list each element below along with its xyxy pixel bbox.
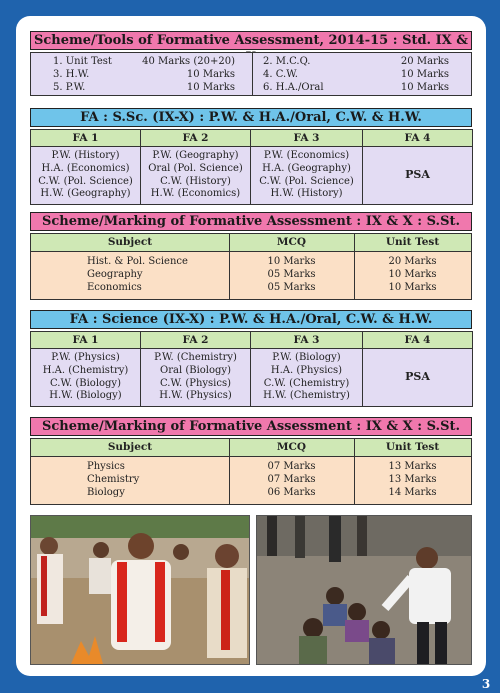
fa-science-table [30, 331, 473, 407]
unit-cell: 13 Marks [388, 474, 437, 485]
page-number: 3 [481, 677, 491, 691]
fa-line: H.W. (Biology) [49, 390, 122, 402]
subject-cell: Physics [87, 461, 125, 472]
scheme-tools-box [30, 52, 472, 96]
marking-science-table [30, 438, 472, 505]
unit-cell: 20 Marks [388, 256, 437, 267]
fa-line: C.W. (History) [160, 175, 231, 187]
fa-line: C.W. (Physics) [159, 377, 232, 389]
tool-marks: 10 Marks [400, 82, 449, 93]
fa-line: H.A. (Geography) [262, 162, 351, 174]
subject-cell: Chemistry [87, 474, 140, 485]
mcq-cell: 10 Marks [267, 256, 316, 267]
fa-cell [251, 349, 363, 407]
fa-line: H.W. (History) [270, 188, 343, 200]
mcq-cell: 07 Marks [267, 474, 316, 485]
fa-line: Oral (Biology) [160, 364, 231, 376]
fa4-psa: PSA [363, 147, 473, 205]
meal-scene [257, 516, 471, 664]
marking-sst-title: Scheme/Marking of Formative Assessment : IX & X : S.St. [30, 212, 472, 231]
marking-sst-table [30, 233, 472, 300]
mcq-cell: 07 Marks [267, 461, 316, 472]
header-mcq: MCQ [276, 441, 307, 453]
fa-line: P.W. (Economics) [263, 150, 350, 162]
photo-ceremony [30, 515, 250, 665]
subject-cell: Economics [87, 282, 142, 293]
fa4-psa: PSA [363, 349, 473, 407]
content-panel [16, 16, 486, 676]
photo-meal [256, 515, 472, 665]
subject-cell: Geography [87, 269, 143, 280]
tool-marks: 10 Marks [186, 82, 235, 93]
fa-line: C.W. (Chemistry) [263, 377, 350, 389]
tool-marks: 10 Marks [400, 69, 449, 80]
scheme-tools-divider [252, 53, 253, 95]
tool-marks: 10 Marks [186, 69, 235, 80]
fa-line: H.W. (Geography) [40, 188, 131, 200]
fa-ssc-table [30, 129, 473, 205]
subject-cell: Hist. & Pol. Science [87, 256, 188, 267]
tool-item: 2. M.C.Q. [263, 56, 311, 67]
tool-item: 3. H.W. [53, 69, 90, 80]
tool-marks: 40 Marks (20+20) [142, 56, 235, 67]
tool-item: 4. C.W. [263, 69, 298, 80]
tool-item: 1. Unit Test [53, 56, 112, 67]
unit-cell: 10 Marks [388, 282, 437, 293]
mcq-cell: 06 Marks [267, 487, 316, 498]
fa-line: H.A. (Physics) [270, 364, 343, 376]
fa-line: P.W. (Geography) [152, 150, 239, 162]
scheme-tools-title: Scheme/Tools of Formative Assessment, 2014-15 : Std. IX & [30, 31, 472, 50]
fa-header: FA 3 [251, 332, 363, 349]
fa-cell [141, 349, 251, 407]
fa-header: FA 1 [31, 130, 141, 147]
fa-line: P.W. (History) [51, 150, 120, 162]
fa-line: C.W. (Pol. Science) [38, 175, 133, 187]
fa-line: Oral (Pol. Science) [148, 162, 243, 174]
fa-line: P.W. (Physics) [51, 352, 120, 364]
fa-science-title: FA : Science (IX-X) : P.W. & H.A./Oral, C.W. & H.W. [30, 310, 472, 329]
fa-ssc-title: FA : S.Sc. (IX-X) : P.W. & H.A./Oral, C.W. & H.W. [30, 108, 472, 127]
fa-line: H.A. (Economics) [41, 162, 130, 174]
tool-marks: 20 Marks [400, 56, 449, 67]
ceremony-scene [31, 516, 249, 664]
fa-header: FA 2 [141, 332, 251, 349]
fa-line: H.A. (Chemistry) [42, 364, 129, 376]
mcq-cell: 05 Marks [267, 269, 316, 280]
unit-cell: 14 Marks [388, 487, 437, 498]
unit-cell: 10 Marks [388, 269, 437, 280]
fa-line: C.W. (Pol. Science) [259, 175, 354, 187]
fa-header: FA 3 [251, 130, 363, 147]
fa-line: H.W. (Physics) [159, 390, 232, 402]
header-mcq: MCQ [276, 236, 307, 248]
fa-line: C.W. (Biology) [49, 377, 121, 389]
header-subject: Subject [107, 236, 153, 248]
fa-line: P.W. (Biology) [272, 352, 341, 364]
fa-cell [141, 147, 251, 205]
mcq-cell: 05 Marks [267, 282, 316, 293]
header-unit-test: Unit Test [385, 236, 440, 248]
fa-header: FA 4 [363, 332, 473, 349]
unit-cell: 13 Marks [388, 461, 437, 472]
fa-line: P.W. (Chemistry) [154, 352, 237, 364]
fa-header: FA 2 [141, 130, 251, 147]
header-unit-test: Unit Test [385, 441, 440, 453]
fa-cell [31, 147, 141, 205]
fa-line: H.W. (Chemistry) [263, 390, 350, 402]
subject-cell: Biology [87, 487, 125, 498]
tool-item: 6. H.A./Oral [263, 82, 324, 93]
fa-header: FA 4 [363, 130, 473, 147]
tool-item: 5. P.W. [53, 82, 86, 93]
fa-cell [31, 349, 141, 407]
header-subject: Subject [107, 441, 153, 453]
marking-science-title: Scheme/Marking of Formative Assessment : IX & X : S.St. [30, 417, 472, 436]
fa-cell [251, 147, 363, 205]
fa-header: FA 1 [31, 332, 141, 349]
fa-line: H.W. (Economics) [150, 188, 241, 200]
